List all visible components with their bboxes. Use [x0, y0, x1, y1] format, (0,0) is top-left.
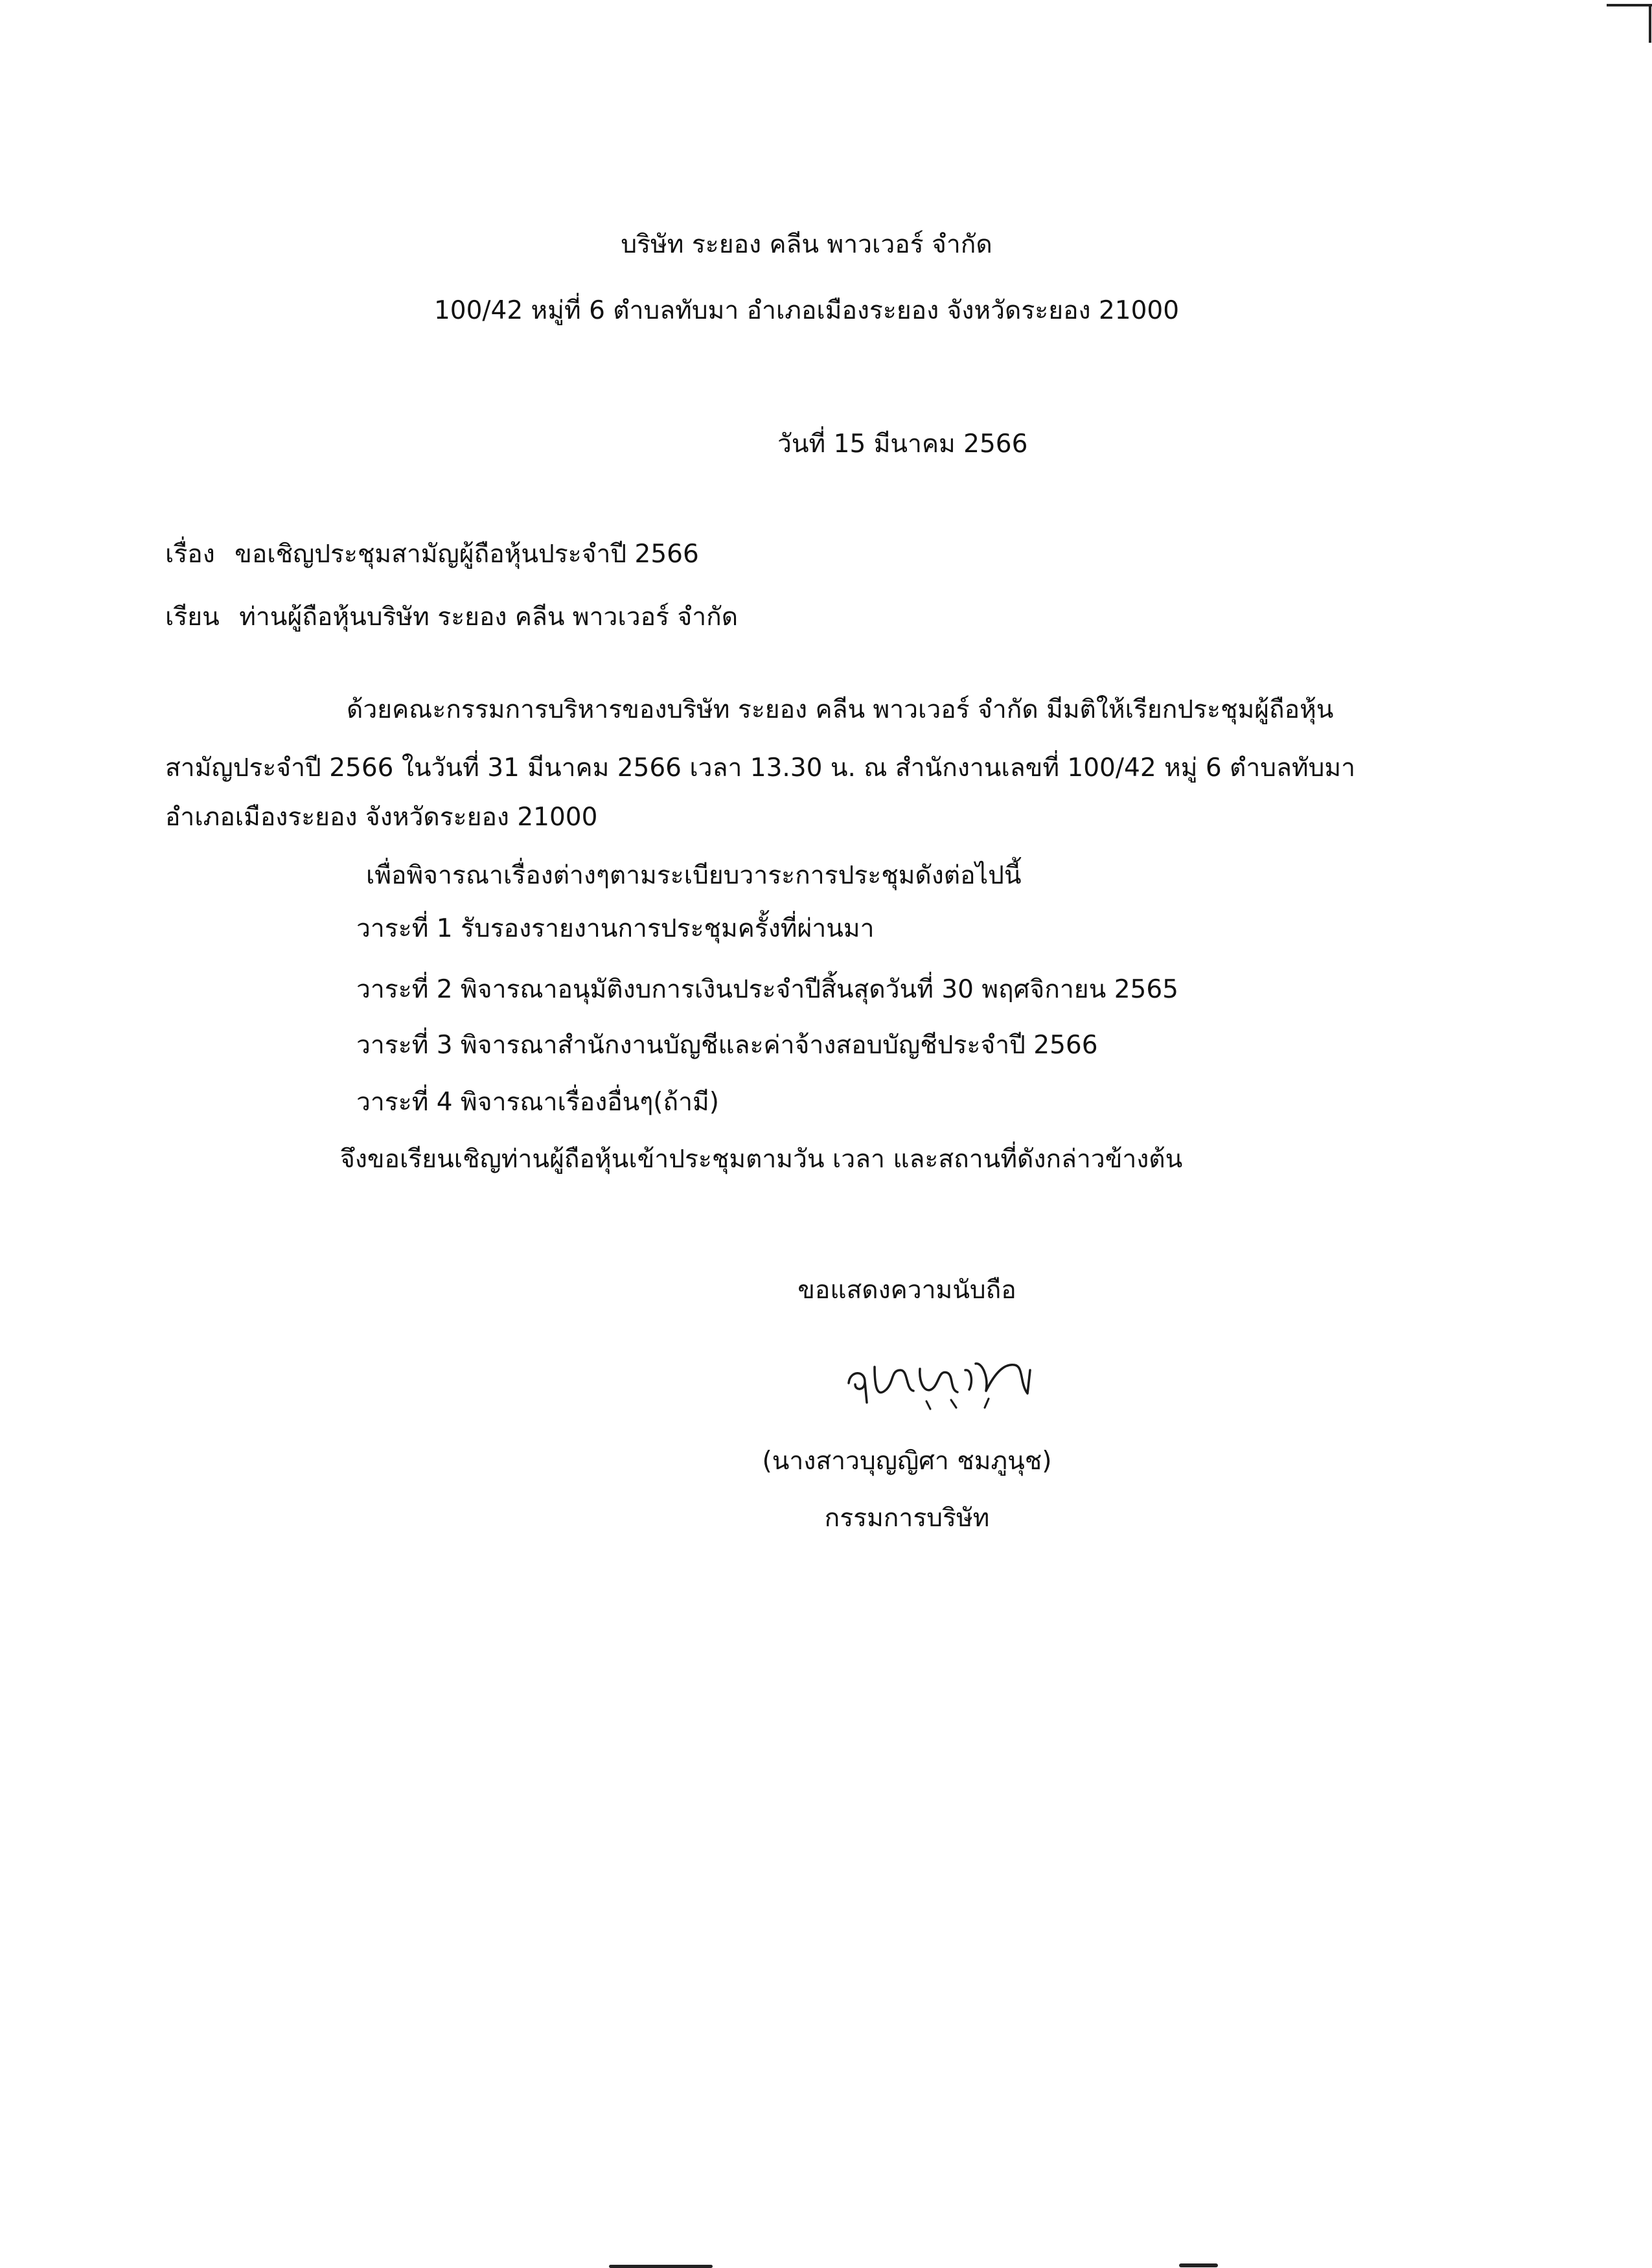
signatory-name: (นางสาวบุญญิศา ชมภูนุช) [762, 1447, 1052, 1476]
subject-text: ขอเชิญประชุมสามัญผู้ถือหุ้นประจำปี 2566 [235, 540, 699, 569]
recipient-text: ท่านผู้ถือหุ้นบริษัท ระยอง คลีน พาวเวอร์ จำกัด [239, 602, 739, 632]
signatory-position: กรรมการบริษัท [824, 1504, 990, 1533]
agenda-item: วาระที่ 2 พิจารณาอนุมัติงบการเงินประจำปีสิ้นสุดวันที่ 30 พฤศจิกายน 2565 [356, 975, 1178, 1004]
scan-edge-mark-bottom-right [1179, 2263, 1218, 2267]
body-line-2: สามัญประจำปี 2566 ในวันที่ 31 มีนาคม 2566 เวลา 13.30 น. ณ สำนักงานเลขที่ 100/42 หมู่ 6 ตำบลทับมา [165, 753, 1355, 783]
agenda-item: วาระที่ 4 พิจารณาเรื่องอื่นๆ(ถ้ามี) [356, 1088, 719, 1117]
recipient-line [165, 601, 738, 634]
body-line-1: ด้วยคณะกรรมการบริหารของบริษัท ระยอง คลีน พาวเวอร์ จำกัด มีมติให้เรียกประชุมผู้ถือหุ้น [347, 695, 1334, 724]
company-address: 100/42 หมู่ที่ 6 ตำบลทับมา อำเภอเมืองระยอง จังหวัดระยอง 21000 [433, 296, 1180, 325]
subject-label: เรื่อง [165, 540, 215, 569]
scan-edge-mark-bottom-left [609, 2265, 713, 2268]
subject-line [165, 538, 699, 571]
regards: ขอแสดงความนับถือ [797, 1276, 1016, 1305]
body-line-3: อำเภอเมืองระยอง จังหวัดระยอง 21000 [165, 803, 598, 832]
company-name: บริษัท ระยอง คลีน พาวเวอร์ จำกัด [621, 230, 992, 259]
signature [836, 1344, 1075, 1422]
agenda-item: วาระที่ 3 พิจารณาสำนักงานบัญชีและค่าจ้างสอบบัญชีประจำปี 2566 [356, 1031, 1098, 1060]
scan-edge-mark-top-right [1607, 4, 1652, 6]
recipient-label: เรียน [165, 602, 220, 632]
letter-date: วันที่ 15 มีนาคม 2566 [777, 430, 1028, 459]
closing-invitation: จึงขอเรียนเชิญท่านผู้ถือหุ้นเข้าประชุมตามวัน เวลา และสถานที่ดังกล่าวข้างต้น [340, 1145, 1183, 1174]
agenda-item: วาระที่ 1 รับรองรายงานการประชุมครั้งที่ผ่านมา [356, 914, 875, 943]
scan-edge-mark-right [1649, 4, 1651, 43]
agenda-intro: เพื่อพิจารณาเรื่องต่างๆตามระเบียบวาระการประชุมดังต่อไปนี้ [366, 861, 1022, 890]
